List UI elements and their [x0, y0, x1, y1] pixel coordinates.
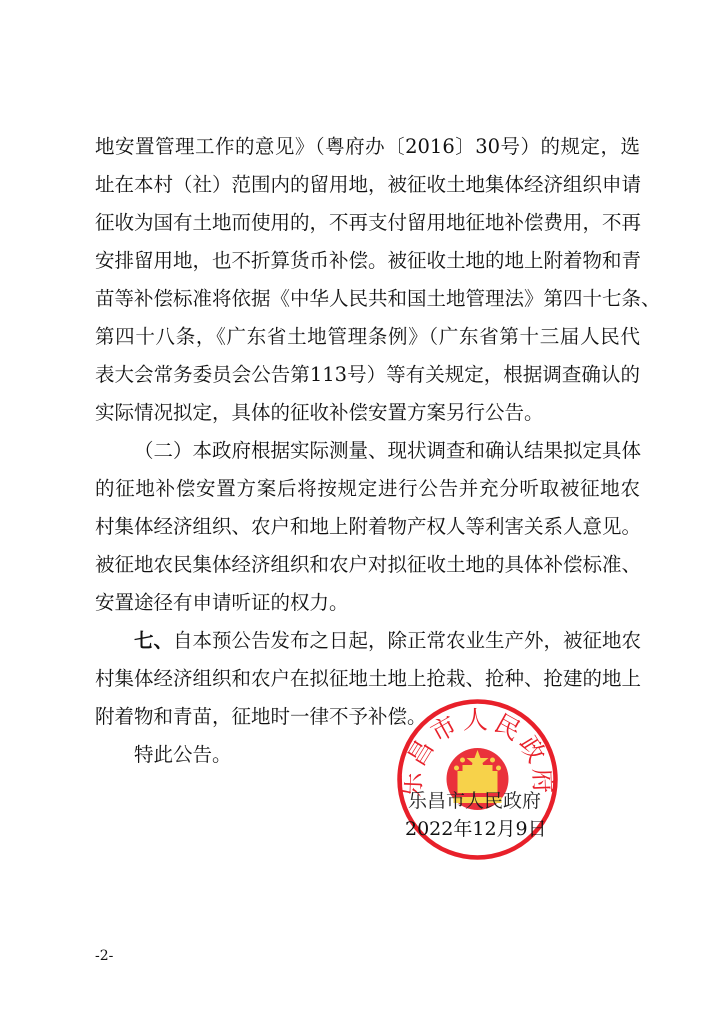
paragraph-2-line: 被征地农民集体经济组织和农户对拟征收土地的具体补偿标准、 — [95, 553, 642, 576]
document-body — [95, 128, 661, 774]
seal-text: 乐昌市人民政府 — [397, 705, 558, 798]
page-number: -2- — [95, 948, 114, 964]
section-7-line: 附着物和青苗，征地时一律不予补偿。 — [95, 705, 427, 728]
section-7-line: 村集体经济组织和农户在拟征地土地上抢栽、抢种、抢建的地上 — [95, 667, 642, 690]
section-7-first-line — [95, 622, 640, 660]
text-line: 第四十八条，《广东省土地管理条例》（广东省第十三届人民代 — [95, 325, 640, 348]
text-line: 征收为国有土地而使用的，不再支付留用地征地补偿费用，不再 — [95, 211, 642, 234]
text-line: 实际情况拟定，具体的征收补偿安置方案另行公告。 — [95, 401, 544, 424]
text-line: 地安置管理工作的意见》（粤府办〔2016〕30号）的规定，选 — [95, 135, 640, 158]
section-7-heading: 七、 — [134, 629, 174, 652]
section-7-text: 自本预公告发布之日起，除正常农业生产外，被征地农 — [173, 629, 642, 652]
issue-date: 2022年12月9日 — [405, 818, 547, 840]
text-line: 址在本村（社）范围内的留用地，被征收土地集体经济组织申请 — [95, 173, 642, 196]
text-line: 苗等补偿标准将依据《中华人民共和国土地管理法》第四十七条、 — [95, 287, 661, 310]
issuer-signature: 乐昌市人民政府 — [408, 790, 542, 812]
paragraph-2-line: 安置途径有申请听证的权力。 — [95, 591, 349, 614]
text-line: 安排留用地，也不折算货币补偿。被征收土地的地上附着物和青 — [95, 249, 642, 272]
paragraph-2-line: （二）本政府根据实际测量、现状调查和确认结果拟定具体 — [134, 439, 642, 462]
paragraph-2-line: 村集体经济组织、农户和地上附着物产权人等利害关系人意见。 — [95, 515, 642, 538]
text-line: 表大会常务委员会公告第113号）等有关规定，根据调查确认的 — [95, 363, 640, 386]
closing-text: 特此公告。 — [134, 743, 232, 766]
paragraph-2-line: 的征地补偿安置方案后将按规定进行公告并充分听取被征地农 — [95, 477, 640, 500]
